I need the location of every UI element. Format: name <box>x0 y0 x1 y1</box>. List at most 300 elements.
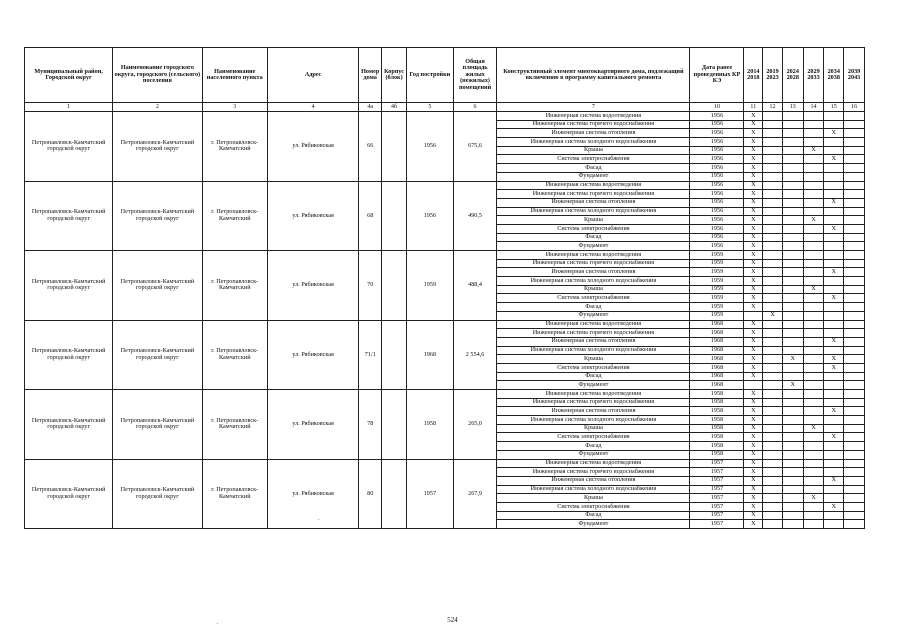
build-year-cell: 1956 <box>407 112 454 182</box>
period-mark-cell: X <box>803 424 824 433</box>
period-mark-cell <box>763 390 783 399</box>
period-mark-cell <box>824 207 844 216</box>
prior-repair-date-cell: 1958 <box>690 433 744 442</box>
prior-repair-date-cell: 1958 <box>690 424 744 433</box>
period-mark-cell <box>824 190 844 199</box>
structural-element-cell: Крыша <box>497 424 690 433</box>
period-mark-cell <box>763 303 783 312</box>
prior-repair-date-cell: 1959 <box>690 277 744 286</box>
period-mark-cell: X <box>744 424 763 433</box>
period-mark-cell: X <box>744 329 763 338</box>
period-mark-cell: X <box>744 407 763 416</box>
period-mark-cell <box>844 146 865 155</box>
period-mark-cell <box>824 112 844 121</box>
period-mark-cell <box>844 398 865 407</box>
header-cell: Общая площадь жилых (нежилых) помещений <box>453 48 497 103</box>
structural-element-cell: Крыша <box>497 146 690 155</box>
prior-repair-date-cell: 1958 <box>690 390 744 399</box>
period-mark-cell: X <box>744 285 763 294</box>
prior-repair-date-cell: 1956 <box>690 146 744 155</box>
period-mark-cell <box>844 207 865 216</box>
period-mark-cell <box>844 155 865 164</box>
period-mark-cell <box>844 372 865 381</box>
structural-element-cell: Инженерная система водоотведения <box>497 390 690 399</box>
period-mark-cell <box>763 468 783 477</box>
period-mark-cell: X <box>824 476 844 485</box>
period-mark-cell <box>803 233 824 242</box>
period-mark-cell: X <box>744 390 763 399</box>
prior-repair-date-cell: 1958 <box>690 398 744 407</box>
period-mark-cell <box>844 363 865 372</box>
period-mark-cell: X <box>824 155 844 164</box>
period-mark-cell <box>803 337 824 346</box>
prior-repair-date-cell: 1958 <box>690 450 744 459</box>
municipal-district-cell: Петропавловск-Камчатский городской округ <box>25 459 113 529</box>
period-mark-cell: X <box>803 216 824 225</box>
period-mark-cell: X <box>744 198 763 207</box>
stray-mark: . <box>318 516 320 522</box>
period-mark-cell: X <box>744 320 763 329</box>
period-mark-cell: X <box>803 494 824 503</box>
period-mark-cell <box>763 277 783 286</box>
header-cell: 2029 2033 <box>803 48 824 103</box>
period-mark-cell <box>782 390 803 399</box>
structural-element-cell: Инженерная система холодного водоснабжения <box>497 138 690 147</box>
period-mark-cell <box>763 138 783 147</box>
period-mark-cell <box>803 485 824 494</box>
period-mark-cell <box>824 120 844 129</box>
house-number-cell: 80 <box>359 459 382 529</box>
period-mark-cell <box>782 320 803 329</box>
period-mark-cell <box>844 129 865 138</box>
period-mark-cell: X <box>744 303 763 312</box>
column-number: 10 <box>690 103 744 112</box>
structural-element-cell: Инженерная система отопления <box>497 407 690 416</box>
period-mark-cell <box>782 294 803 303</box>
prior-repair-date-cell: 1956 <box>690 216 744 225</box>
total-area-cell: 267,9 <box>453 459 497 529</box>
period-mark-cell <box>782 277 803 286</box>
period-mark-cell <box>844 390 865 399</box>
header-cell: Конструктивный элемент многоквартирного дома, подлежащий включению в программу капитального ремонта <box>497 48 690 103</box>
period-mark-cell <box>782 407 803 416</box>
settlement-cell: Петропавловск-Камчатский городской округ <box>113 390 202 460</box>
period-mark-cell <box>763 424 783 433</box>
period-mark-cell: X <box>744 155 763 164</box>
period-mark-cell <box>782 372 803 381</box>
period-mark-cell <box>782 190 803 199</box>
period-mark-cell: X <box>744 207 763 216</box>
settlement-cell: Петропавловск-Камчатский городской округ <box>113 251 202 321</box>
period-mark-cell <box>844 190 865 199</box>
period-mark-cell <box>824 520 844 529</box>
locality-cell: г. Петропавловск-Камчатский <box>202 390 267 460</box>
settlement-cell: Петропавловск-Камчатский городской округ <box>113 112 202 182</box>
prior-repair-date-cell: 1957 <box>690 468 744 477</box>
prior-repair-date-cell: 1959 <box>690 311 744 320</box>
table-row <box>25 181 865 190</box>
period-mark-cell <box>824 277 844 286</box>
period-mark-cell <box>803 190 824 199</box>
period-mark-cell: X <box>744 476 763 485</box>
period-mark-cell <box>782 329 803 338</box>
period-mark-cell <box>824 320 844 329</box>
prior-repair-date-cell: 1968 <box>690 337 744 346</box>
period-mark-cell <box>782 259 803 268</box>
period-mark-cell <box>803 112 824 121</box>
structural-element-cell: Инженерная система отопления <box>497 337 690 346</box>
prior-repair-date-cell: 1968 <box>690 355 744 364</box>
period-mark-cell <box>844 172 865 181</box>
header-cell: Год постройки <box>407 48 454 103</box>
header-cell: Дата ранее проведенных КР КЭ <box>690 48 744 103</box>
period-mark-cell <box>803 129 824 138</box>
period-mark-cell <box>844 242 865 251</box>
period-mark-cell <box>824 146 844 155</box>
page-number: 524 <box>447 616 458 624</box>
period-mark-cell <box>803 242 824 251</box>
structural-element-cell: Крыша <box>497 285 690 294</box>
build-year-cell: 1956 <box>407 181 454 251</box>
column-number: 6 <box>453 103 497 112</box>
structural-element-cell: Фасад <box>497 233 690 242</box>
period-mark-cell <box>844 216 865 225</box>
period-mark-cell: X <box>744 485 763 494</box>
period-mark-cell <box>824 138 844 147</box>
period-mark-cell: X <box>744 164 763 173</box>
period-mark-cell <box>763 450 783 459</box>
period-mark-cell <box>824 424 844 433</box>
period-mark-cell <box>782 511 803 520</box>
period-mark-cell <box>844 320 865 329</box>
period-mark-cell <box>844 442 865 451</box>
period-mark-cell <box>782 450 803 459</box>
period-mark-cell <box>844 233 865 242</box>
municipal-district-cell: Петропавловск-Камчатский городской округ <box>25 112 113 182</box>
period-mark-cell: X <box>744 138 763 147</box>
prior-repair-date-cell: 1956 <box>690 129 744 138</box>
prior-repair-date-cell: 1959 <box>690 268 744 277</box>
period-mark-cell <box>803 329 824 338</box>
period-mark-cell <box>763 190 783 199</box>
period-mark-cell <box>782 112 803 121</box>
column-number: 4б <box>382 103 407 112</box>
header-cell: 2039 2043 <box>844 48 865 103</box>
period-mark-cell <box>763 407 783 416</box>
period-mark-cell <box>824 372 844 381</box>
period-mark-cell <box>782 416 803 425</box>
structural-element-cell: Крыша <box>497 355 690 364</box>
period-mark-cell <box>824 346 844 355</box>
period-mark-cell <box>824 233 844 242</box>
period-mark-cell <box>824 416 844 425</box>
period-mark-cell <box>782 181 803 190</box>
structural-element-cell: Инженерная система водоотведения <box>497 320 690 329</box>
period-mark-cell <box>824 259 844 268</box>
period-mark-cell: X <box>744 146 763 155</box>
structural-element-cell: Инженерная система отопления <box>497 198 690 207</box>
period-mark-cell <box>803 520 824 529</box>
column-number: 15 <box>824 103 844 112</box>
period-mark-cell <box>803 355 824 364</box>
period-mark-cell <box>763 259 783 268</box>
period-mark-cell <box>782 242 803 251</box>
period-mark-cell: X <box>744 172 763 181</box>
structural-element-cell: Крыша <box>497 216 690 225</box>
locality-cell: г. Петропавловск-Камчатский <box>202 320 267 390</box>
column-number-row <box>25 103 865 112</box>
period-mark-cell <box>763 294 783 303</box>
prior-repair-date-cell: 1959 <box>690 303 744 312</box>
period-mark-cell <box>844 303 865 312</box>
header-cell: Наименование населенного пункта <box>202 48 267 103</box>
period-mark-cell <box>763 242 783 251</box>
build-year-cell: 1959 <box>407 251 454 321</box>
period-mark-cell <box>803 416 824 425</box>
street-address-cell: ул. Рябиковская <box>267 390 358 460</box>
structural-element-cell: Инженерная система холодного водоснабжения <box>497 485 690 494</box>
period-mark-cell <box>782 520 803 529</box>
period-mark-cell: X <box>744 268 763 277</box>
period-mark-cell: X <box>744 224 763 233</box>
period-mark-cell: X <box>744 242 763 251</box>
period-mark-cell <box>844 416 865 425</box>
municipal-district-cell: Петропавловск-Камчатский городской округ <box>25 390 113 460</box>
prior-repair-date-cell: 1956 <box>690 198 744 207</box>
period-mark-cell <box>844 424 865 433</box>
period-mark-cell <box>803 155 824 164</box>
structural-element-cell: Фундамент <box>497 381 690 390</box>
period-mark-cell <box>803 268 824 277</box>
period-mark-cell: X <box>744 511 763 520</box>
period-mark-cell <box>844 259 865 268</box>
period-mark-cell <box>844 224 865 233</box>
period-mark-cell <box>763 172 783 181</box>
period-mark-cell: X <box>744 129 763 138</box>
period-mark-cell <box>782 233 803 242</box>
column-number: 13 <box>782 103 803 112</box>
period-mark-cell <box>763 320 783 329</box>
header-cell: 2014 2018 <box>744 48 763 103</box>
period-mark-cell <box>803 372 824 381</box>
period-mark-cell <box>803 172 824 181</box>
table-row <box>25 320 865 329</box>
period-mark-cell <box>782 285 803 294</box>
period-mark-cell <box>824 164 844 173</box>
structural-element-cell: Фасад <box>497 442 690 451</box>
period-mark-cell <box>763 329 783 338</box>
period-mark-cell <box>763 198 783 207</box>
column-number: 12 <box>763 103 783 112</box>
period-mark-cell <box>803 303 824 312</box>
period-mark-cell: X <box>744 468 763 477</box>
prior-repair-date-cell: 1959 <box>690 259 744 268</box>
structural-element-cell: Инженерная система водоотведения <box>497 181 690 190</box>
period-mark-cell: X <box>782 355 803 364</box>
period-mark-cell <box>763 476 783 485</box>
period-mark-cell <box>763 120 783 129</box>
period-mark-cell <box>824 251 844 260</box>
period-mark-cell: X <box>744 372 763 381</box>
building-block-cell <box>382 251 407 321</box>
period-mark-cell <box>782 146 803 155</box>
structural-element-cell: Система электроснабжения <box>497 294 690 303</box>
structural-element-cell: Фасад <box>497 164 690 173</box>
period-mark-cell <box>763 381 783 390</box>
prior-repair-date-cell: 1956 <box>690 120 744 129</box>
period-mark-cell <box>782 129 803 138</box>
period-mark-cell <box>803 277 824 286</box>
period-mark-cell <box>844 520 865 529</box>
period-mark-cell <box>844 476 865 485</box>
locality-cell: г. Петропавловск-Камчатский <box>202 459 267 529</box>
period-mark-cell: X <box>744 416 763 425</box>
period-mark-cell: X <box>744 363 763 372</box>
period-mark-cell <box>844 494 865 503</box>
prior-repair-date-cell: 1957 <box>690 502 744 511</box>
period-mark-cell: X <box>744 442 763 451</box>
structural-element-cell: Система электроснабжения <box>497 502 690 511</box>
period-mark-cell <box>782 120 803 129</box>
period-mark-cell: X <box>824 355 844 364</box>
period-mark-cell <box>844 251 865 260</box>
period-mark-cell: X <box>744 346 763 355</box>
house-number-cell: 71/1 <box>359 320 382 390</box>
period-mark-cell <box>803 198 824 207</box>
structural-element-cell: Инженерная система горячего водоснабжения <box>497 329 690 338</box>
table-row <box>25 459 865 468</box>
street-address-cell: ул. Рябиковская <box>267 320 358 390</box>
prior-repair-date-cell: 1956 <box>690 242 744 251</box>
period-mark-cell <box>824 398 844 407</box>
period-mark-cell <box>763 224 783 233</box>
table-row <box>25 112 865 121</box>
period-mark-cell <box>844 138 865 147</box>
column-number: 11 <box>744 103 763 112</box>
period-mark-cell <box>763 442 783 451</box>
prior-repair-date-cell: 1956 <box>690 138 744 147</box>
period-mark-cell <box>824 242 844 251</box>
period-mark-cell <box>803 181 824 190</box>
total-area-cell: 488,4 <box>453 251 497 321</box>
period-mark-cell <box>803 502 824 511</box>
period-mark-cell <box>763 233 783 242</box>
prior-repair-date-cell: 1957 <box>690 476 744 485</box>
period-mark-cell <box>844 268 865 277</box>
period-mark-cell <box>782 303 803 312</box>
period-mark-cell <box>844 459 865 468</box>
period-mark-cell <box>803 164 824 173</box>
prior-repair-date-cell: 1956 <box>690 112 744 121</box>
structural-element-cell: Фундамент <box>497 520 690 529</box>
structural-element-cell: Инженерная система водоотведения <box>497 459 690 468</box>
period-mark-cell <box>824 172 844 181</box>
period-mark-cell <box>803 259 824 268</box>
period-mark-cell <box>803 320 824 329</box>
prior-repair-date-cell: 1956 <box>690 164 744 173</box>
header-row <box>25 48 865 103</box>
structural-element-cell: Инженерная система горячего водоснабжения <box>497 190 690 199</box>
period-mark-cell: X <box>744 494 763 503</box>
period-mark-cell <box>782 268 803 277</box>
header-cell: Номер дома <box>359 48 382 103</box>
structural-element-cell: Фундамент <box>497 242 690 251</box>
period-mark-cell <box>844 346 865 355</box>
period-mark-cell <box>763 285 783 294</box>
structural-element-cell: Инженерная система холодного водоснабжения <box>497 346 690 355</box>
building-block-cell <box>382 112 407 182</box>
period-mark-cell <box>763 146 783 155</box>
prior-repair-date-cell: 1968 <box>690 329 744 338</box>
structural-element-cell: Инженерная система горячего водоснабжения <box>497 120 690 129</box>
period-mark-cell: X <box>824 407 844 416</box>
period-mark-cell <box>844 181 865 190</box>
period-mark-cell: X <box>744 433 763 442</box>
period-mark-cell <box>763 416 783 425</box>
house-number-cell: 70 <box>359 251 382 321</box>
period-mark-cell <box>844 198 865 207</box>
structural-element-cell: Инженерная система отопления <box>497 129 690 138</box>
period-mark-cell <box>763 337 783 346</box>
period-mark-cell <box>803 138 824 147</box>
structural-element-cell: Инженерная система холодного водоснабжения <box>497 416 690 425</box>
period-mark-cell <box>803 433 824 442</box>
period-mark-cell <box>763 398 783 407</box>
period-mark-cell <box>763 216 783 225</box>
period-mark-cell <box>763 112 783 121</box>
build-year-cell: 1968 <box>407 320 454 390</box>
period-mark-cell <box>782 216 803 225</box>
period-mark-cell <box>844 120 865 129</box>
period-mark-cell <box>782 164 803 173</box>
period-mark-cell: X <box>782 381 803 390</box>
period-mark-cell <box>844 502 865 511</box>
column-number: 4 <box>267 103 358 112</box>
structural-element-cell: Фундамент <box>497 311 690 320</box>
header-cell: 2019 2023 <box>763 48 783 103</box>
structural-element-cell: Фундамент <box>497 172 690 181</box>
period-mark-cell <box>763 355 783 364</box>
period-mark-cell: X <box>744 337 763 346</box>
period-mark-cell <box>844 355 865 364</box>
structural-element-cell: Инженерная система горячего водоснабжения <box>497 259 690 268</box>
capital-repair-table <box>24 47 865 529</box>
prior-repair-date-cell: 1957 <box>690 459 744 468</box>
period-mark-cell <box>763 433 783 442</box>
period-mark-cell <box>844 285 865 294</box>
structural-element-cell: Инженерная система горячего водоснабжения <box>497 468 690 477</box>
period-mark-cell <box>824 311 844 320</box>
period-mark-cell <box>803 398 824 407</box>
total-area-cell: 265,0 <box>453 390 497 460</box>
period-mark-cell <box>782 346 803 355</box>
building-block-cell <box>382 320 407 390</box>
prior-repair-date-cell: 1957 <box>690 511 744 520</box>
structural-element-cell: Инженерная система холодного водоснабжения <box>497 277 690 286</box>
total-area-cell: 2 554,6 <box>453 320 497 390</box>
structural-element-cell: Инженерная система горячего водоснабжения <box>497 398 690 407</box>
column-number: 16 <box>844 103 865 112</box>
column-number: 5 <box>407 103 454 112</box>
period-mark-cell <box>803 468 824 477</box>
settlement-cell: Петропавловск-Камчатский городской округ <box>113 459 202 529</box>
street-address-cell: ул. Рябиковская <box>267 251 358 321</box>
period-mark-cell <box>803 207 824 216</box>
period-mark-cell <box>744 311 763 320</box>
period-mark-cell <box>844 468 865 477</box>
column-number: 3 <box>202 103 267 112</box>
period-mark-cell <box>803 251 824 260</box>
